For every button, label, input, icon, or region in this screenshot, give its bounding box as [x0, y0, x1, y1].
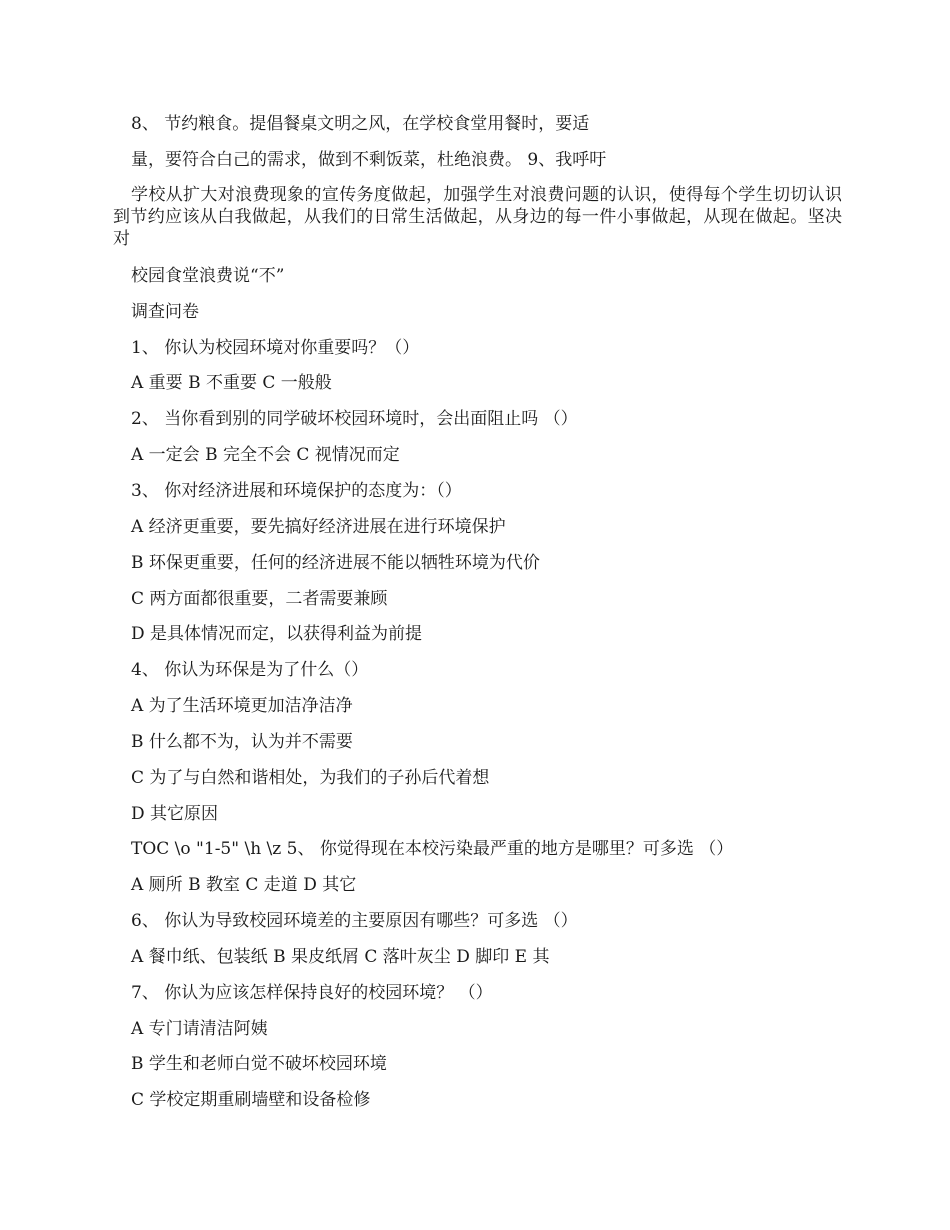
question-3-option-d: D 是具体情况而定，以获得利益为前提	[131, 624, 423, 644]
question-4-option-c: C 为了与白然和谐相处，为我们的子孙后代着想	[131, 768, 490, 788]
question-7-option-c: C 学校定期重刷墙壁和设备检修	[131, 1090, 371, 1110]
question-2: 2、 当你看到别的同学破坏校园环境时，会出面阻止吗 （）	[131, 409, 578, 429]
question-7: 7、 你认为应该怎样保持良好的校园环境？ （）	[131, 983, 493, 1003]
question-1: 1、 你认为校园环境对你重要吗？（）	[131, 338, 420, 358]
text-paragraph: 学校从扩大对浪费现象的宣传务度做起，加强学生对浪费问题的认识，使得每个学生切切认识到节约应该从白我做起，从我们的日常生活做起，从身边的每一件小事做起，从现在做起。坚决对	[113, 185, 842, 249]
question-3: 3、 你对经济进展和环境保护的态度为：（）	[131, 481, 462, 501]
questionnaire-title: 调查问卷	[131, 302, 199, 322]
question-5-options: A 厕所 B 教室 C 走道 D 其它	[131, 875, 357, 895]
text-line-2: 量，要符合白己的需求，做到不剩饭菜，杜绝浪费。 9、我呼吁	[131, 150, 607, 170]
question-1-options: A 重要 B 不重要 C 一般般	[131, 373, 332, 393]
question-7-option-b: B 学生和老师白觉不破坏校园环境	[131, 1054, 387, 1074]
question-4-option-b: B 什么都不为，认为并不需要	[131, 732, 353, 752]
question-4-option-d: D 其它原因	[131, 804, 219, 824]
question-4-option-a: A 为了生活环境更加洁净洁净	[131, 696, 353, 716]
text-line-heading-canteen: 校园食堂浪费说“不”	[131, 266, 285, 286]
question-3-option-b: B 环保更重要，任何的经济进展不能以牺牲环境为代价	[131, 553, 540, 573]
question-7-option-a: A 专门请清洁阿姨	[131, 1019, 268, 1039]
text-line-1: 8、 节约粮食。提倡餐桌文明之风，在学校食堂用餐时，要适	[131, 114, 590, 134]
question-3-option-a: A 经济更重要，要先搞好经济进展在进行环境保护	[131, 517, 506, 537]
question-6: 6、 你认为导致校园环境差的主要原因有哪些？可多选 （）	[131, 911, 578, 931]
question-6-options: A 餐巾纸、包装纸 B 果皮纸屑 C 落叶灰尘 D 脚印 E 其	[131, 947, 550, 967]
question-5: TOC \o "1-5" \h \z 5、 你觉得现在本校污染最严重的地方是哪里？可多选 （）	[131, 839, 734, 859]
question-4: 4、 你认为环保是为了什么（）	[131, 660, 369, 680]
question-3-option-c: C 两方面都很重要，二者需要兼顾	[131, 589, 388, 609]
question-2-options: A 一定会 B 完全不会 C 视情况而定	[131, 445, 400, 465]
